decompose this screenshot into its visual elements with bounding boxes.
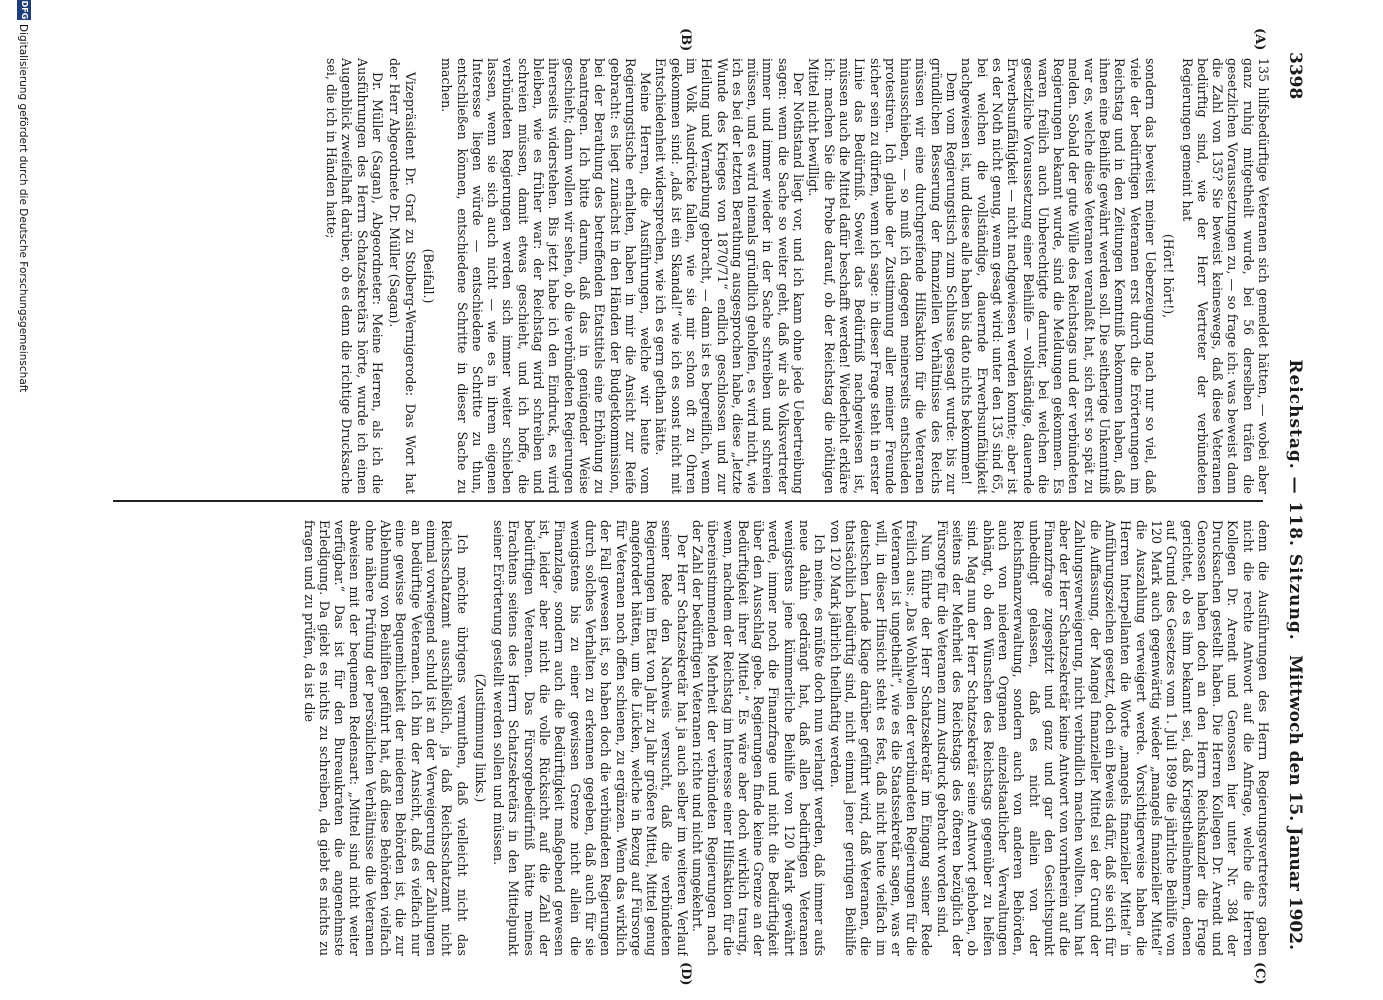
- page-title: Reichstag. — 118. Sitzung.: [1285, 359, 1305, 641]
- column-divider: [113, 500, 1263, 502]
- paragraph: 135 hilfsbedürftige Veteranen sich gemeldet hätten, — wobei aber ganz ruhig mitgetheilt wurde, bei 56 derselben träfen die gesetzlichen Voraussetzungen zu, — so frage ich: was beweist dann die Zahl von 135? Sie beweist keineswegs, daß diese Veteranen bedürftig sind, wie der Herr Vertreter der verbündeten Regierungen gemeint hat: [1179, 58, 1271, 494]
- interjection: (Hört! hört!),: [1161, 233, 1177, 319]
- page-date: Mittwoch den 15. Januar 1902.: [1285, 655, 1305, 950]
- funding-note: Digitalisierung gefördert durch die Deutsche Forschungsgemeinschaft: [17, 24, 29, 393]
- page-footer: [9, 0, 33, 1000]
- paragraph: Der Nothstand liegt vor, und ich kann ohne jede Uebertreibung sagen: wenn die Sache so weiter geht, daß wir als Volksvertreter immer und immer wieder in der Sache schreiben und schreien müssen, und es wird niemals gründlich geholfen, es wird nicht, wie ich es bei der letzten Berathung ausgesprochen habe, diese „letzte Wunde des Krieges von 1870/71“ endlich geschlossen und zur Heilung und Vernarbung gebracht, — dann ist es begreiflich, wenn im Volk Ausdrücke fallen, wie sie mir schon oft zu Ohren gekommen sind: „daß ist ein Skandal!“ wie ich es sonst nicht mit Entschiedenheit widersprechen, wie ich es gern gethan hätte.: [653, 58, 807, 494]
- paragraph: sondern das beweist meiner Ueberzeugung nach nur so viel, daß viele der bedürftigen Veteranen erst durch die Erörterungen im Reichstag und in den Zeitungen Kenntniß bekommen haben, daß ihnen eine Beihilfe gewährt werden soll. Die seitherige Unkenntniß war es, welche diese Veteranen veranlaßt hat, sich erst so spät zu melden. Sobald der gute Wille des Reichstags und der verbündeten Regierungen bekannt wurde, sind die Meldungen gekommen. Es waren freilich auch Unberechtigte darunter, bei welchen die gesetzliche Voraussetzung einer Beihilfe — vollständige, dauernde Erwerbsunfähigkeit — nicht nachgewiesen werden konnte; aber ist es der Noth nicht genug, wenn gesagt wird: unter den 135 sind 65, bei welchen die vollständige, dauernde Erwerbsunfähigkeit nachgewiesen ist, und diese alle haben bis dato nichts bekommen!: [959, 58, 1158, 494]
- interjection: (Zustimmung links.): [472, 673, 488, 803]
- margin-marker-a: (A): [1252, 28, 1267, 51]
- paragraph: Ich meine, es müßte doch nun verlangt werden, daß immer aufs neue dahin gedrängt hat, daß allen bedürftigen Veteranen wenigstens jene kümmerliche Beihilfe von 120 Mark gewährt werde, immer noch die Finanzfrage und nicht die Bedürftigkeit über den Ausschlag gebe. Regierungen finde keine Grenze an der Bedürftigkeit ihrer Mittel.“ Es wäre aber doch wirklich traurig, wenn, nachdem der Reichstag im Interesse einer Hilfsaktion für die übereinstimmenden Mehrheit der verbündeten Regierungen nach der Zahl der bedürftigen Veteranen richte und nicht umgekehrt.: [690, 520, 828, 956]
- paragraph: Meine Herren, die Ausführungen, welche wir heute vom Regierungstische erhalten, haben in mir die Ansicht zur Reife gebracht: es liegt zunächst in den Händen der Budgetkommission, bei der Berathung des betreffenden Etatstitels eine Erhöhung zu beantragen. Ich bitte darum, daß das in genügender Weise geschieht; dann wollen wir sehen, ob die verbündeten Regierungen ihrerseits widerstehen. Bis jetzt habe ich den Eindruck, es wird bleiben, wie es früher war: der Reichstag wird schreiben und schreien müssen, damit etwas geschieht, und ich hoffe, die verbündeten Regierungen werden sich immer weiter schieben lassen, wenn sie sich auch nicht — wie es in ihrem eigenen Interesse liegen würde — entschiedene Schritte zu thun, entschließen können, entschiedene Schritte in dieser Sache zu machen.: [439, 58, 654, 494]
- page-number: 3398: [1285, 52, 1305, 100]
- dfg-logo-icon: DFG: [17, 0, 31, 20]
- left-column: [91, 58, 1271, 494]
- paragraph: Der Herr Schatzsekretär hat ja auch selber im weiteren Verlauf seiner Rede den Nachweis versucht, daß die verbündeten Regierungen im Etat von Jahr zu Jahr größere Mittel, Mittel genug angefordert hätten, um die Lücken, welche in Bezug auf Fürsorge für Veteranen noch offen schienen, zu ergänzen. Wenn das wirklich der Fall gewesen ist, so haben doch die verbündeten Regierungen durch solches Verhalten zu erkennen gegeben, daß auch für sie wenigstens bis zu einer gewissen Grenze nicht allein die Finanzlage, sondern auch die Bedürftigkeit maßgebend gewesen ist, leider aber nicht die volle Rücksicht auf die Zahl der bedürftigen Veteranen. Das Fürsorgebedürfniß hätte meines Erachtens seitens des Herrn Schatzsekretärs in den Mittelpunkt seiner Erörterung gestellt werden sollen und müssen.: [491, 520, 690, 956]
- right-column: [91, 520, 1271, 956]
- margin-marker-b: (B): [678, 28, 693, 52]
- margin-marker-d: (D): [678, 962, 693, 986]
- paragraph: denn die Ausführungen des Herrn Regierungsvertreters gaben nicht die rechte Antwort auf die Anfrage, welche die Herren Kollegen Dr. Arendt und Genossen hier unter Nr. 384 der Drucksachen gestellt haben. Die Herren Kollegen Dr. Arendt und Genossen haben doch an den Herrn Reichskanzler die Frage gerichtet, ob es ihm bekannt sei, daß Kriegstheilnehmern, denen auf Grund des Gesetzes vom 1. Juli 1899 die jährliche Beihilfe von 120 Mark auch gegenwärtig wieder „mangels finanzieller Mittel“ die Auszahlung verweigert werde. Vorsichtigerweise haben die Herren Interpellanten die Worte „mangels finanzieller Mittel“ in Anführungszeichen gesetzt, doch ein Beweis dafür, daß sie sich für die Auffassung, der Mangel finanzieller Mittel sei der Grund der Zahlungsverweigerung, nicht verbindlich machen wollten. Nun hat aber der Herr Schatzsekretär keine Antwort von vornherein auf die Finanzfrage zugespitzt und ganz und gar den Gesichtspunkt unbedingt gelassen, daß es nicht allein von der Reichsfinanzverwaltung, sondern auch von anderen Behörden, auch von niederen Organen einzelstaatlicher Verwaltungen abhängt, ob den Wünschen des Reichstags gegenüber zu helfen sind. Mag nun der Herr Schatzsekretär seine Antwort gehoben, ob seitens der Mehrheit des Reichstags des öfteren bezüglich der Fürsorge für die Veteranen zum Ausdruck gebracht worden sind.: [934, 520, 1271, 956]
- speaker-paragraph: Dr. Müller (Sagan), Abgeordneter: Meine Herren, als ich die Ausführungen des Herrn Schatzsekretärs hörte, wurde ich einen Augenblick zweifelhaft darüber, ob es denn die richtige Drucksache sei, die ich in Händen hatte;: [324, 58, 386, 494]
- margin-marker-c: (C): [1252, 962, 1267, 985]
- paragraph: Nun führte der Herr Schatzsekretär im Eingang seiner Rede freilich aus: „Das Wohlwollen der verbündeten Regierungen für die Veteranen ist ungetheilt“, wie es die Staatssekretär sagen, was er will, in dieser Hinsicht steht es fest, daß nicht heute vielfach im deutschen Lande Klage darüber geführt wird, daß Veteranen, die thatsächlich bedürftig sind, nicht einmal jener geringen Beihilfe von 120 Mark jährlich theilhaftig werden.: [827, 520, 935, 956]
- paragraph: Dem vom Regierungstisch zum Schlusse gesagt wurde: bis zur gründlichen Besserung der finanziellen Verhältnisse des Reichs müssen wir eine durchgreifende Hilfsaktion für die Veteranen hinausschieben, — so muß ich dagegen meinerseits entschieden protestiren. Ich glaube der Zustimmung aller meiner Freunde sicher sein zu dürfen, wenn ich sage: in dieser Frage steht in erster Linie das Bedürfniß. Soweit das Bedürfniß nachgewiesen ist, müssen auch die Mittel dafür beschafft werden! Wiederholt erkläre ich: machen Sie die Probe darauf, ob der Reichstag die nöthigen Mittel nicht bewilligt.: [806, 58, 960, 494]
- speaker-paragraph: Vizepräsident Dr. Graf zu Stolberg-Wernigerode: Das Wort hat der Herr Abgeordnete Dr. Müller (Sagan).: [387, 58, 418, 494]
- page-header: [1275, 30, 1305, 970]
- paragraph: Ich möchte übrigens vermuthen, daß vielleicht nicht das Reichsschatzamt ausschließlich, ja daß Reichsschatzamt nicht einmal vorwiegend schuld ist an der Verweigerung der Zahlungen an bedürftige Veteranen. Ich bin der Ansicht, daß es vielfach nur eine gewisse Bequemlichkeit der niederen Behörden ist, die zur Ablehnung von Beihilfen geführt hat, daß diese Behörden vielfach ohne nähere Prüfung der persönlichen Verhältnisse die Veteranen abweisen mit der bequemen Redensart: „Mittel sind nicht weiter verfügbar.“ Das ist für den Bureaukraten die angenehmste Erledigung. Da giebt es nichts zu schreiben, da giebt es nichts zu fragen und zu prüfen, da ist die: [301, 520, 470, 956]
- interjection: (Beifall.): [420, 248, 436, 304]
